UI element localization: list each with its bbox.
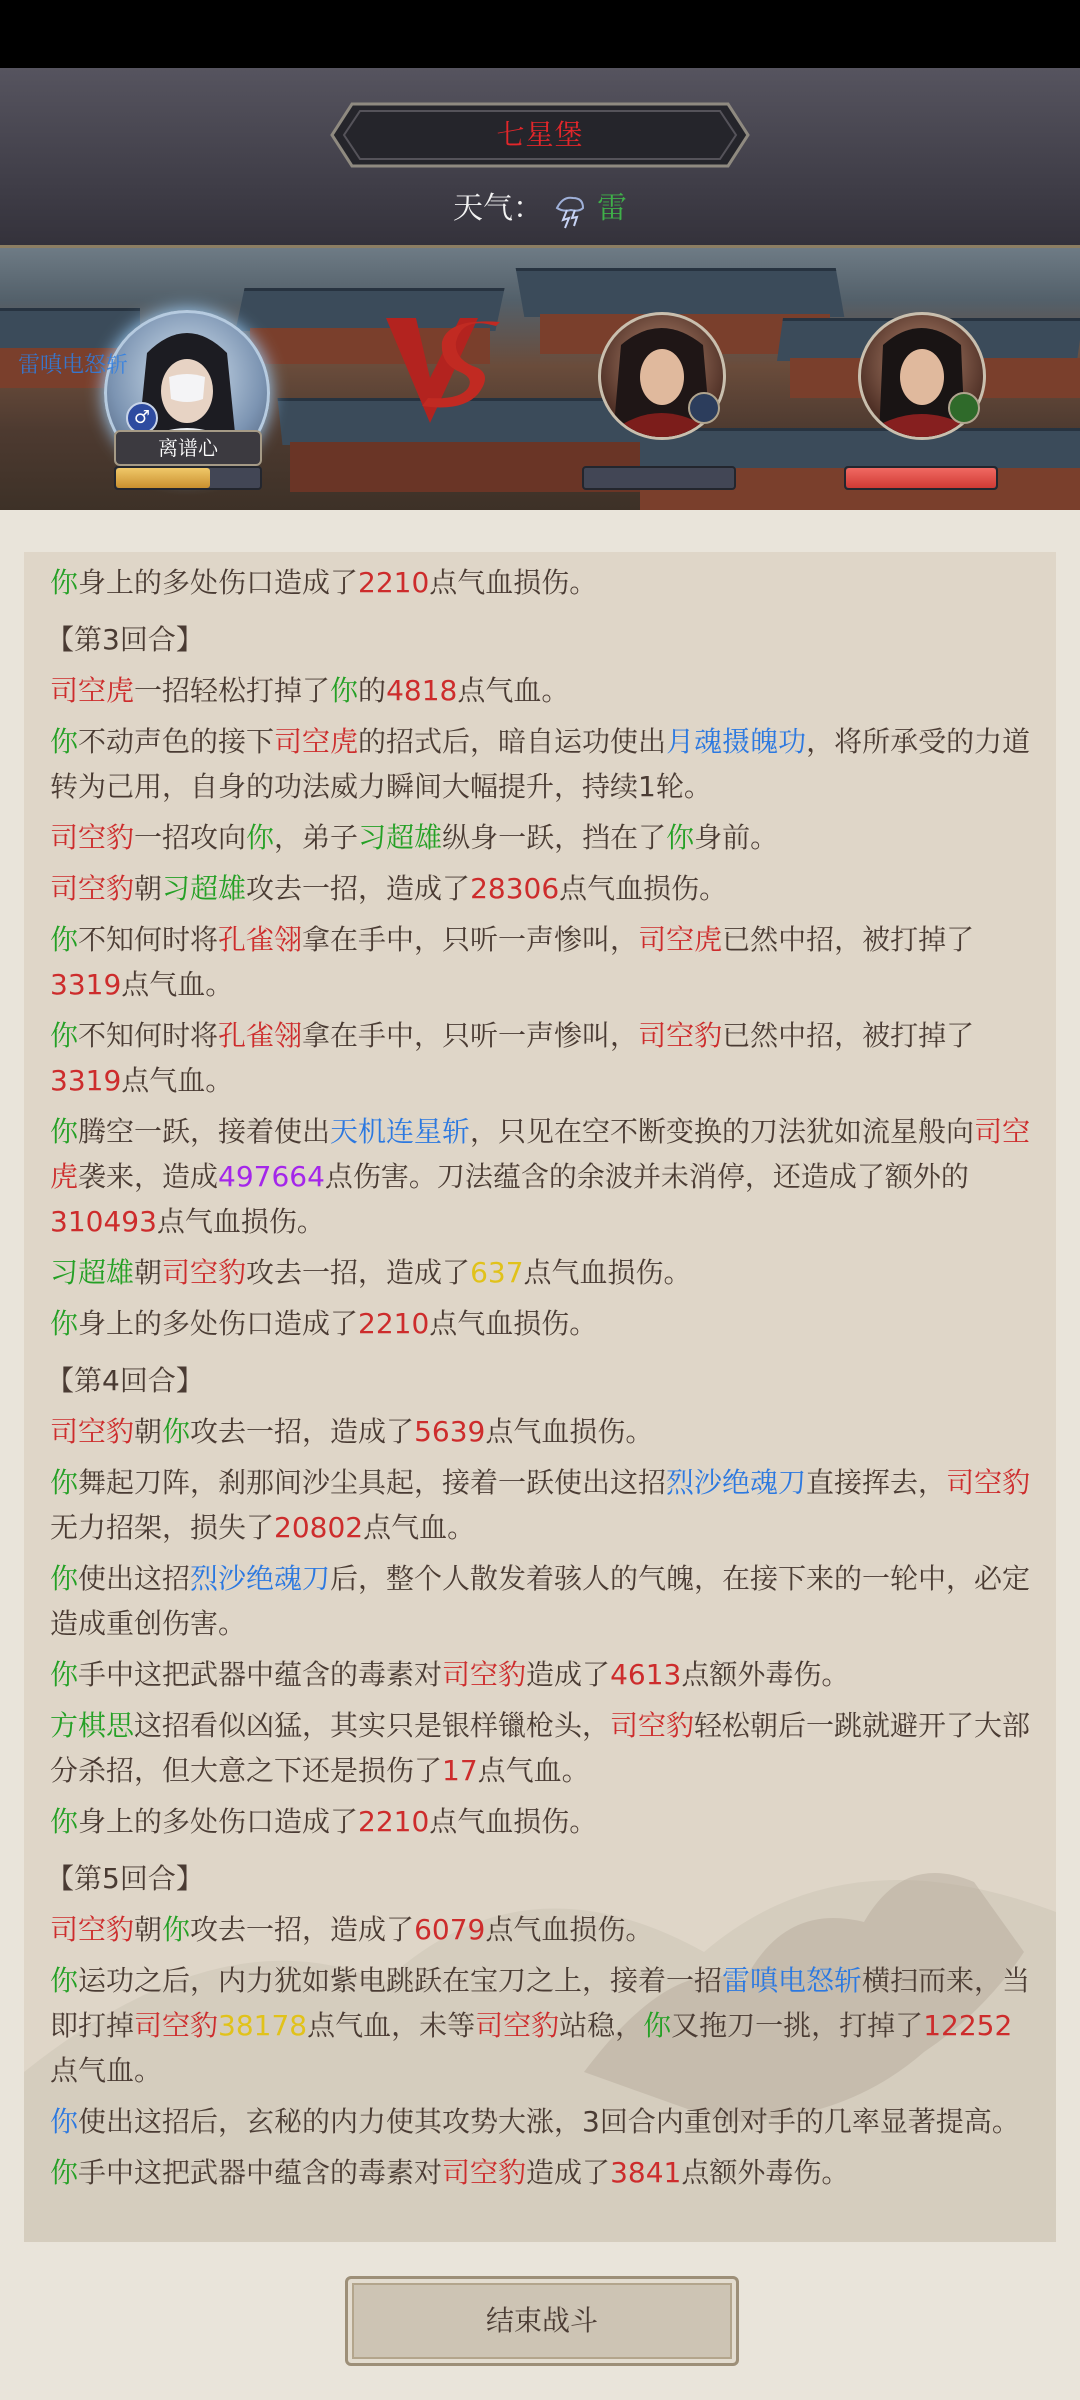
log-line: 司空豹朝你攻去一招，造成了5639点气血损伤。 <box>50 1415 654 1448</box>
log-line: 你身上的多处伤口造成了2210点气血损伤。 <box>50 1805 598 1838</box>
log-line: 方棋思这招看似凶猛，其实只是银样镴枪头，司空豹轻松朝后一跳就避开了大部分杀招，但大意之下还是损伤了17点气血。 <box>50 1709 1031 1787</box>
battle-log-list <box>46 560 1040 2201</box>
log-line: 你手中这把武器中蕴含的毒素对司空豹造成了4613点额外毒伤。 <box>50 1658 850 1691</box>
lightning-icon <box>549 190 589 230</box>
enemy2-hp-bar <box>844 466 998 490</box>
round-header: 【第4回合】 <box>46 1364 204 1397</box>
log-line: 你身上的多处伤口造成了2210点气血损伤。 <box>50 1307 598 1340</box>
status-bar <box>0 0 1080 68</box>
battle-log-panel[interactable] <box>24 552 1056 2242</box>
location-title-plate <box>330 102 750 168</box>
player-gender-icon: ♂ <box>126 402 158 434</box>
log-line: 你手中这把武器中蕴含的毒素对司空豹造成了3841点额外毒伤。 <box>50 2156 850 2189</box>
versus-emblem <box>378 308 508 428</box>
log-line: 司空豹朝你攻去一招，造成了6079点气血损伤。 <box>50 1913 654 1946</box>
location-title: 七星堡 <box>496 118 584 151</box>
weather-value: 雷 <box>597 191 627 226</box>
log-line: 你使出这招后，玄秘的内力使其攻势大涨，3回合内重创对手的几率显著提高。 <box>50 2105 1020 2138</box>
end-battle-button[interactable]: 结束战斗 <box>345 2276 739 2366</box>
log-line: 习超雄朝司空豹攻去一招，造成了637点气血损伤。 <box>50 1256 692 1289</box>
enemy2-weapon-icon <box>948 392 980 424</box>
log-line: 司空豹朝习超雄攻去一招，造成了28306点气血损伤。 <box>50 872 728 905</box>
log-line: 你不知何时将孔雀翎拿在手中，只听一声惨叫，司空虎已然中招，被打掉了3319点气血。 <box>50 923 975 1001</box>
log-line: 你运功之后，内力犹如紫电跳跃在宝刀之上，接着一招雷嗔电怒斩横扫而来，当即打掉司空豹38178点气血，未等司空豹站稳，你又拖刀一挑，打掉了12252点气血。 <box>50 1964 1031 2087</box>
weather-row <box>0 184 1080 234</box>
weather-label: 天气： <box>453 191 543 226</box>
player-hp-fill <box>116 468 210 488</box>
log-line: 你腾空一跃，接着使出天机连星斩，只见在空不断变换的刀法犹如流星般向司空虎袭来，造成497664点伤害。刀法蕴含的余波并未消停，还造成了额外的310493点气血损伤。 <box>50 1115 1031 1238</box>
player-name-plate: 离谱心 <box>114 430 262 466</box>
log-line: 你身上的多处伤口造成了2210点气血损伤。 <box>50 566 598 599</box>
log-line: 司空虎一招轻松打掉了你的4818点气血。 <box>50 674 570 707</box>
log-line: 你不动声色的接下司空虎的招式后，暗自运功使出月魂摄魄功，将所承受的力道转为己用，自身的功法威力瞬间大幅提升，持续1轮。 <box>50 725 1031 803</box>
player-hp-bar <box>114 466 262 490</box>
floating-skill-text: 雷嗔电怒斩 <box>18 353 129 378</box>
log-line: 你不知何时将孔雀翎拿在手中，只听一声惨叫，司空豹已然中招，被打掉了3319点气血。 <box>50 1019 975 1097</box>
enemy1-weapon-icon <box>688 392 720 424</box>
round-header: 【第5回合】 <box>46 1862 204 1895</box>
log-line: 司空豹一招攻向你，弟子习超雄纵身一跃，挡在了你身前。 <box>50 821 779 854</box>
log-line: 你使出这招烈沙绝魂刀后，整个人散发着骇人的气魄，在接下来的一轮中，必定造成重创伤害。 <box>50 1562 1031 1640</box>
enemy2-hp-fill <box>846 468 996 488</box>
log-line: 你舞起刀阵，刹那间沙尘具起，接着一跃使出这招烈沙绝魂刀直接挥去，司空豹无力招架，损失了20802点气血。 <box>50 1466 1031 1544</box>
round-header: 【第3回合】 <box>46 623 204 656</box>
enemy1-hp-bar <box>582 466 736 490</box>
